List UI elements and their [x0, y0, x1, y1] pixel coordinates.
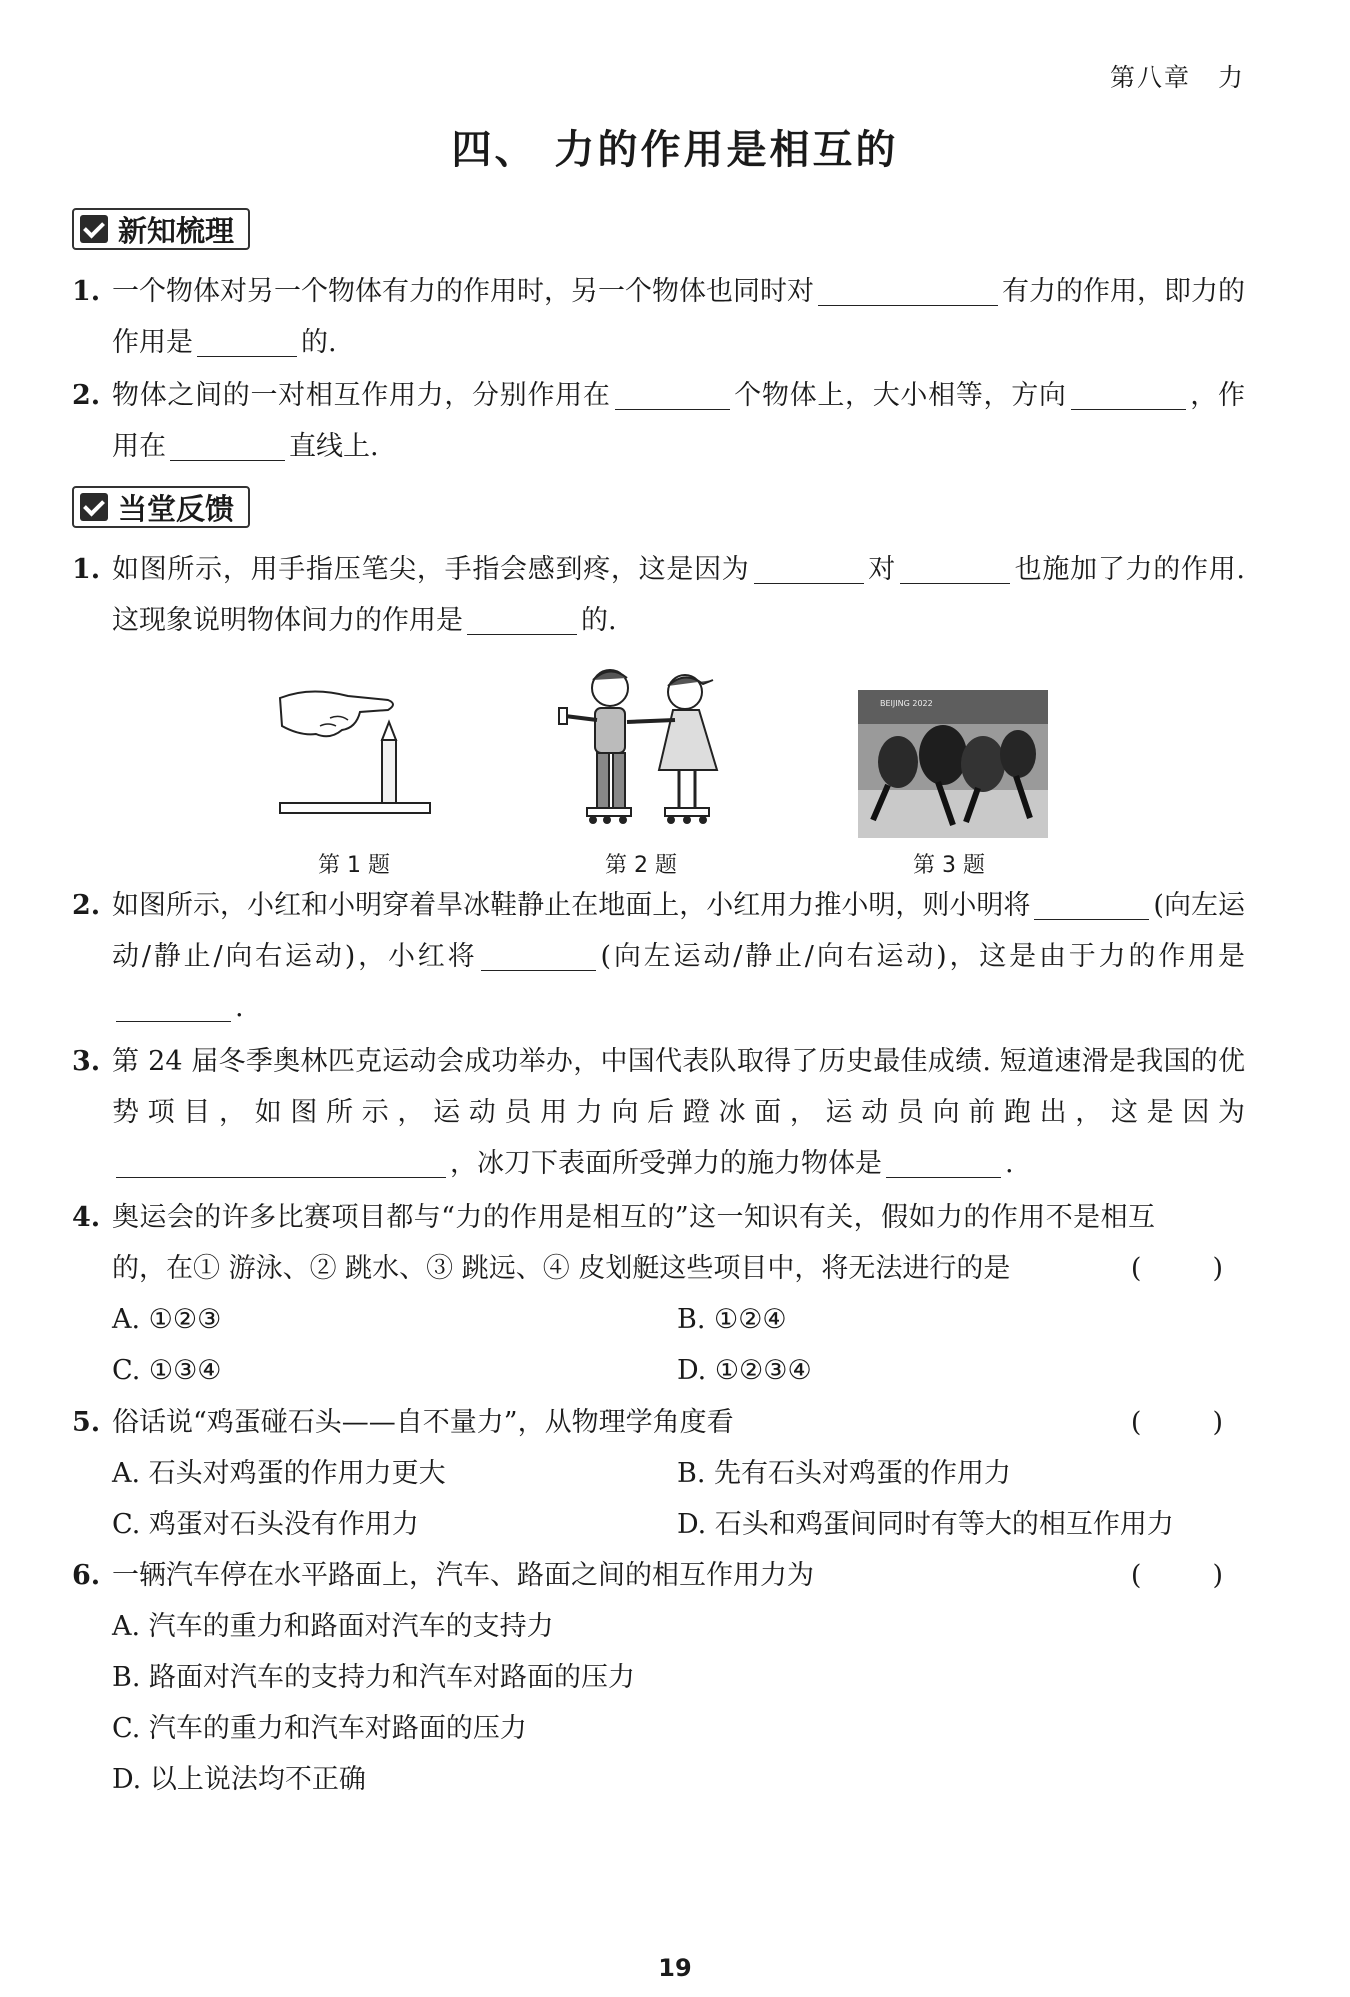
question-text: 如图所示，小红和小明穿着旱冰鞋静止在地面上，小红用力推小明，则小明将 — [112, 890, 1031, 921]
question-text: 个物体上，大小相等，方向 — [733, 380, 1067, 411]
question-number: 1. — [72, 554, 101, 585]
question-number: 3. — [72, 1046, 101, 1077]
answer-blank[interactable] — [170, 430, 285, 461]
section-class-feedback — [72, 486, 250, 528]
answer-blank[interactable] — [615, 379, 730, 410]
answer-blank[interactable] — [116, 991, 231, 1022]
question-number: 1. — [72, 276, 101, 307]
answer-bracket[interactable]: ( ) — [1130, 1253, 1245, 1284]
checkbox-icon — [80, 493, 108, 521]
option-b[interactable]: B. ①②④ — [677, 1304, 787, 1335]
option-a[interactable]: A. ①②③ — [112, 1304, 222, 1335]
question-number: 6. — [72, 1560, 101, 1591]
question-number: 5. — [72, 1407, 101, 1438]
photo-banner-text: BEIJING 2022 — [880, 699, 933, 708]
question-text: 对 — [867, 554, 896, 585]
option-a[interactable]: A. 汽车的重力和路面对汽车的支持力 — [112, 1611, 554, 1642]
option-c[interactable]: C. ①③④ — [112, 1355, 222, 1386]
figure-caption-2: 第 2 题 — [605, 853, 677, 878]
answer-bracket[interactable]: ( ) — [1130, 1560, 1245, 1591]
question-new-1 — [72, 266, 1245, 368]
option-b[interactable]: B. 路面对汽车的支持力和汽车对路面的压力 — [112, 1662, 636, 1693]
figure-finger-pencil — [270, 678, 450, 828]
question-text: 的. — [581, 605, 617, 636]
option-d[interactable]: D. ①②③④ — [677, 1355, 812, 1386]
question-fb-4 — [72, 1192, 1245, 1396]
question-text: 俗话说“鸡蛋碰石头——自不量力”，从物理学角度看 — [112, 1407, 734, 1438]
chapter-header: 第八章 力 — [1109, 63, 1245, 92]
answer-blank[interactable] — [116, 1147, 446, 1178]
question-text: 第 24 届冬季奥林匹克运动会成功举办，中国代表队取得了历史最佳成绩. 短道速滑是我国的优势项目，如图所示，运动员用力向后蹬冰面，运动员向前跑出，这是因为 — [112, 1046, 1245, 1128]
figures-row — [0, 668, 1350, 878]
page-title: 四、 力的作用是相互的 — [451, 127, 899, 173]
question-number: 2. — [72, 890, 101, 921]
answer-blank[interactable] — [197, 326, 297, 357]
question-fb-6 — [72, 1550, 1245, 1805]
answer-blank[interactable] — [900, 553, 1010, 584]
question-text: 物体之间的一对相互作用力，分别作用在 — [112, 380, 611, 411]
option-a[interactable]: A. 石头对鸡蛋的作用力更大 — [112, 1458, 446, 1489]
question-text: 的. — [301, 327, 337, 358]
answer-blank[interactable] — [818, 275, 998, 306]
page-number: 19 — [658, 1954, 692, 1982]
answer-blank[interactable] — [886, 1147, 1001, 1178]
options — [112, 1294, 1245, 1396]
question-text: 有力的作用，即力的作用是 — [112, 276, 1245, 358]
question-text: 一个物体对另一个物体有力的作用时，另一个物体也同时对 — [112, 276, 814, 307]
options — [112, 1448, 1245, 1550]
option-c[interactable]: C. 汽车的重力和汽车对路面的压力 — [112, 1713, 527, 1744]
question-text: ，冰刀下表面所受弹力的施力物体是 — [450, 1148, 882, 1179]
answer-blank[interactable] — [1071, 379, 1186, 410]
section-label: 当堂反馈 — [118, 491, 235, 526]
question-text: . — [235, 992, 244, 1023]
question-number: 4. — [72, 1202, 101, 1233]
question-fb-3 — [72, 1036, 1245, 1189]
question-text: ，作用在 — [112, 380, 1246, 462]
question-text: 也施加了力的作用. 这现象说明物体间力的作用是 — [112, 554, 1245, 636]
question-fb-2 — [72, 880, 1245, 1033]
checkbox-icon — [80, 215, 108, 243]
answer-blank[interactable] — [754, 553, 864, 584]
section-new-knowledge — [72, 208, 250, 250]
answer-bracket[interactable]: ( ) — [1130, 1407, 1245, 1438]
figure-speed-skating-photo — [858, 690, 1048, 838]
figure-caption-3: 第 3 题 — [913, 853, 985, 878]
option-c[interactable]: C. 鸡蛋对石头没有作用力 — [112, 1509, 419, 1540]
question-new-2 — [72, 370, 1245, 472]
answer-blank[interactable] — [467, 604, 577, 635]
figure-skating-kids — [555, 658, 745, 838]
option-d[interactable]: D. 以上说法均不正确 — [112, 1764, 366, 1795]
question-fb-5 — [72, 1397, 1245, 1550]
question-number: 2. — [72, 380, 101, 411]
question-text: 一辆汽车停在水平路面上，汽车、路面之间的相互作用力为 — [112, 1560, 814, 1591]
answer-blank[interactable] — [481, 940, 596, 971]
question-text: 直线上. — [289, 431, 379, 462]
figure-caption-1: 第 1 题 — [318, 853, 390, 878]
option-b[interactable]: B. 先有石头对鸡蛋的作用力 — [677, 1458, 1012, 1489]
question-text: (向左运动/静止/向右运动)，小红将 — [112, 890, 1245, 972]
question-text: . — [1005, 1148, 1014, 1179]
question-text: 如图所示，用手指压笔尖，手指会感到疼，这是因为 — [112, 554, 750, 585]
question-text: 奥运会的许多比赛项目都与“力的作用是相互的”这一知识有关，假如力的作用不是相互的，在① 游泳、② 跳水、③ 跳远、④ 皮划艇这些项目中，将无法进行的是 — [112, 1202, 1155, 1284]
answer-blank[interactable] — [1034, 889, 1149, 920]
question-text: (向左运动/静止/向右运动)，这是由于力的作用是 — [600, 941, 1245, 972]
option-d[interactable]: D. 石头和鸡蛋间同时有等大的相互作用力 — [677, 1509, 1174, 1540]
section-label: 新知梳理 — [118, 213, 235, 248]
question-fb-1 — [72, 544, 1245, 646]
options — [112, 1601, 1245, 1805]
